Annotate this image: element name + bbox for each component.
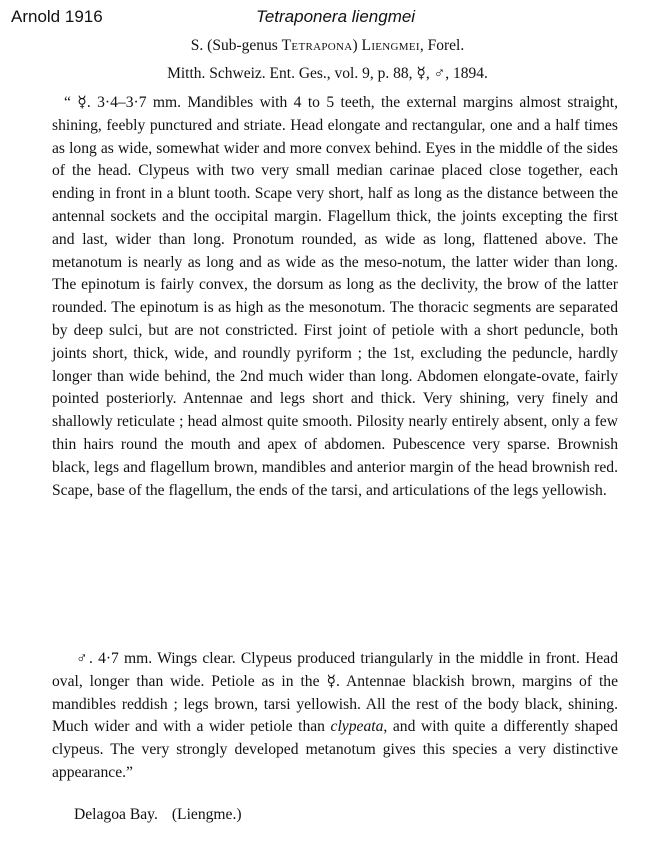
citation-line: Mitth. Schweiz. Ent. Ges., vol. 9, p. 88, ☿, ♂, 1894. <box>167 65 488 82</box>
locality-collector: (Liengme.) <box>171 806 242 823</box>
locality-line <box>74 806 242 824</box>
species-epithet: Liengmei <box>361 37 420 54</box>
male-text-before: ♂. 4·7 mm. Wings clear. Clypeus produced triangularly in the middle in front. Head oval, longer than wide. Petiole as in the ☿. Antennae blackish brown, margins of the mandibles reddish ; legs brown, tarsi yellowish. All the rest of the body black, shining. Much wider and with a wider petiole than <box>52 650 618 736</box>
header-author-year: Arnold 1916 <box>11 7 103 26</box>
heading-mid: ) <box>352 37 362 54</box>
male-description <box>52 648 618 785</box>
header-species-name: Tetraponera liengmei <box>256 7 416 26</box>
taxon-heading <box>0 37 655 55</box>
heading-suffix: , Forel. <box>419 37 465 54</box>
compared-species-name: clypeata <box>330 718 384 736</box>
male-description-text <box>52 648 618 785</box>
male-text-after: , and with quite a differently shaped clypeus. The very strongly developed metanotum gives this species a very distinctive appearance.” <box>52 718 618 781</box>
subgenus-name: Tetrapona <box>281 37 353 54</box>
locality-place: Delagoa Bay. <box>74 806 158 823</box>
worker-description-text: “ ☿. 3·4–3·7 mm. Mandibles with 4 to 5 teeth, the external margins almost straight, shining, feebly punctured and striate. Head elongate and rectangular, one and a half times as long as wide, somewhat wider and more convex behind. Eyes in the middle of the sides of the head. Clypeus with two very small median carinae placed close together, each ending in front in a blunt tooth. Scape very short, half as long as the distance between the antennal sockets and the occipital margin. Flagellum thick, the joints excepting the first and last, wider than long. Pronotum rounded, as wide as long, flattened above. The metanotum is nearly as long and as wide as the meso-notum, the latter wider than long. The epinotum is fairly convex, the dorsum as long as the declivity, the brow of the latter rounded. The epinotum is as high as the mesonotum. The thoracic segments are separated by deep sulci, but are not constricted. First joint of petiole with a short peduncle, both joints short, thick, wide, and roundly pyriform ; the 1st, excluding the peduncle, hardly longer than wide behind, the 2nd much wider than long. Abdomen elongate-ovate, fairly pointed posteriorly. Antennae and legs short and thick. Very shining, very finely and shallowly reticulate ; head almost quite smooth. Pilosity nearly entirely absent, only a few thin hairs round the mouth and apex of abdomen. Pubescence very sparse. Brownish black, legs and flagellum brown, mandibles and anterior margin of the head brownish red. Scape, base of the flagellum, the ends of the tarsi, and articulations of the legs yellowish. <box>52 94 618 499</box>
worker-description <box>52 92 618 502</box>
heading-prefix: S. (Sub-genus <box>190 37 282 54</box>
